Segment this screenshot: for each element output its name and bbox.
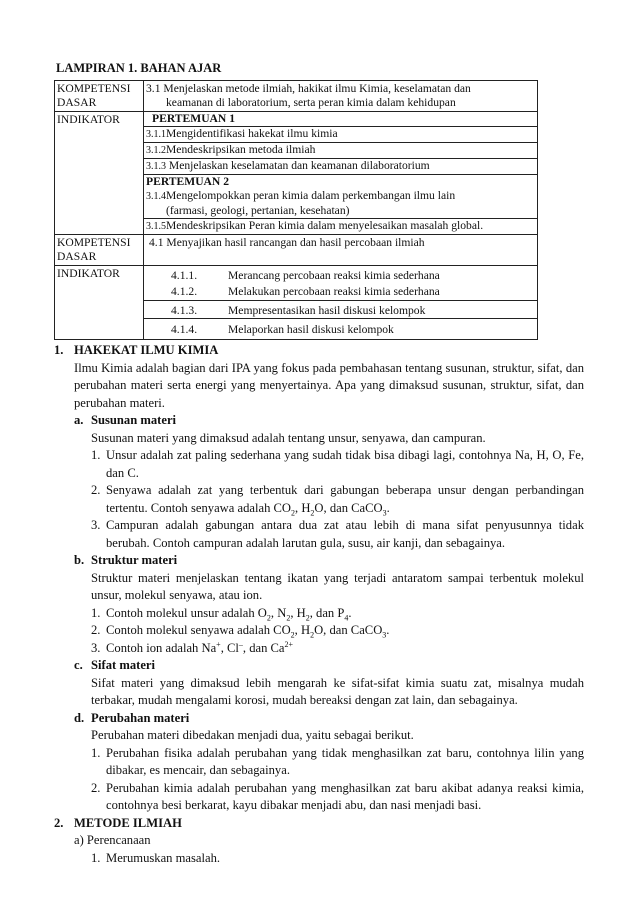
kd1-text-cell: [144, 81, 538, 112]
indicator-code: 3.1.4: [146, 191, 166, 202]
pertemuan2-heading: PERTEMUAN 2: [144, 174, 537, 189]
item-text: [106, 482, 584, 517]
list-item: [54, 447, 584, 482]
indicator-4-1-2: [146, 283, 535, 299]
subscript: 2: [291, 508, 296, 518]
indicator-text: Menjelaskan keselamatan dan keamanan dilaboratorium: [166, 159, 430, 172]
text-segment: , N: [270, 605, 287, 620]
item-text: Merumuskan masalah.: [106, 850, 221, 865]
item-number: 2.: [91, 483, 101, 497]
subsection-b-heading: [54, 552, 584, 570]
section-title: METODE ILMIAH: [74, 815, 182, 830]
indicator-text: Merancang percobaan reaksi kimia sederhana: [228, 269, 440, 282]
list-item: [54, 605, 584, 623]
kd2-label-line1: KOMPETENSI: [57, 236, 131, 249]
indicator-text: Mengidentifikasi hakekat ilmu kimia: [166, 127, 338, 140]
item-number: 1.: [91, 745, 101, 760]
kd2-label-line2: DASAR: [57, 250, 97, 263]
indicator-code: 4.1.3.: [171, 304, 198, 317]
subscript: 2: [310, 508, 315, 518]
subscript: 4: [344, 613, 349, 623]
table-row: [55, 266, 538, 301]
list-item: [54, 780, 584, 815]
text-segment: , H: [294, 623, 311, 637]
item-text: [106, 622, 584, 640]
kd1-text-line2: keamanan di laboratorium, serta peran kimia dalam kehidupan: [166, 96, 456, 109]
kd2-text-cell: [144, 235, 538, 266]
indicator-text: Melakukan percobaan reaksi kimia sederhana: [228, 285, 440, 298]
kd2-label-cell: [55, 235, 144, 266]
subsection-letter: b.: [74, 553, 85, 567]
subsection-d-heading: [54, 710, 584, 728]
text-segment: O, dan CaCO: [314, 500, 383, 515]
pertemuan1-heading: PERTEMUAN 1: [152, 112, 236, 125]
subscript: 2: [290, 630, 295, 640]
indicator-3-1-4-cont: (farmasi, geologi, pertanian, kesehatan): [166, 204, 350, 217]
subsection-letter: c.: [74, 658, 83, 672]
indicator-text: Melaporkan hasil diskusi kelompok: [228, 323, 394, 336]
list-item: [54, 640, 584, 658]
kd1-label-line2: DASAR: [57, 96, 97, 109]
kd2-text: 4.1 Menyajikan hasil rancangan dan hasil percobaan ilmiah: [149, 236, 425, 249]
subsection-a-label: a) Perencanaan: [74, 833, 151, 847]
text-segment: O, dan CaCO: [314, 623, 383, 637]
subsection-c-text: Sifat materi yang dimaksud lebih mengarah ke sifat-sifat kimia suatu zat, misalnya mudah terbakar, mudah mengalami korosi, mudah bereaksi dengan zat lain, dan sebagainya.: [91, 675, 584, 707]
item-number: 3.: [91, 518, 101, 532]
subsection-title: Perubahan materi: [91, 710, 190, 725]
subscript: 2: [305, 613, 310, 623]
subscript: 2: [286, 613, 291, 623]
text-segment: , dan Ca: [242, 640, 285, 655]
indicator-3-1-4: [146, 189, 535, 204]
text-segment: Contoh molekul senyawa adalah CO: [106, 623, 291, 637]
indicator-3-1-5: [144, 218, 537, 234]
subsection-letter: d.: [74, 710, 85, 725]
text-segment: .: [386, 623, 390, 637]
ind1-label: INDIKATOR: [57, 113, 120, 126]
indicator-code: 3.1.1: [146, 129, 166, 140]
indicator-3-1-1: [144, 126, 537, 142]
subscript: 2: [266, 613, 271, 623]
indicator-code: 4.1.2.: [171, 285, 198, 298]
list-item: [54, 517, 584, 552]
indicator-code: 3.1.5: [146, 221, 166, 232]
text-segment: Contoh ion adalah Na: [106, 640, 217, 655]
competency-table: [54, 80, 538, 340]
indicator-code: 3.1.2: [146, 145, 166, 156]
subsection-d-intro: Perubahan materi dibedakan menjadi dua, yaitu sebagai berikut.: [91, 728, 414, 742]
indicator-text: Mempresentasikan hasil diskusi kelompok: [228, 304, 426, 317]
item-text: Perubahan kimia adalah perubahan yang menghasilkan zat baru akibat adanya reaksi kimia, contohnya besi berkarat, kayu dibakar menjadi abu, dan nasi menjadi basi.: [106, 780, 584, 812]
superscript: +: [216, 639, 221, 649]
subsection-b-intro: Struktur materi menjelaskan tentang ikatan yang terjadi antaratom sampai terbentuk molekul unsur, molekul senyawa, atau ion.: [91, 570, 584, 602]
ind2-list-cell-b: [144, 301, 538, 340]
list-item: [54, 482, 584, 517]
subsection-title: Sifat materi: [91, 658, 155, 672]
subscript: 3: [382, 508, 387, 518]
indicator-text: Mendeskripsikan Peran kimia dalam menyelesaikan masalah global.: [166, 219, 484, 232]
text-segment: .: [348, 605, 352, 620]
document-body: [54, 342, 584, 867]
table-row: [55, 112, 538, 235]
indicator-4-1-4: [144, 318, 537, 337]
text-segment: Senyawa adalah zat yang terbentuk dari gabungan beberapa unsur dengan perbandingan tertentu. Contoh senyawa adalah CO: [106, 483, 584, 515]
section-heading-1: [54, 342, 584, 360]
subsection-letter: a.: [74, 413, 84, 427]
section-heading-2: [54, 815, 584, 833]
ind2-label-cell: [55, 266, 144, 340]
table-row: [55, 81, 538, 112]
item-number: 1.: [91, 448, 101, 462]
ind1-label-cell: [55, 112, 144, 235]
item-number: 2.: [91, 780, 101, 795]
text-segment: , dan P: [309, 605, 345, 620]
kd1-text-line1: 3.1 Menjelaskan metode ilmiah, hakikat ilmu Kimia, keselamatan dan: [146, 82, 471, 95]
indicator-code: 4.1.4.: [171, 323, 198, 336]
item-text: [106, 605, 584, 623]
subscript: 2: [310, 630, 315, 640]
section-title: HAKEKAT ILMU KIMIA: [74, 343, 219, 357]
subsection-a-heading: [54, 412, 584, 430]
table-row: [55, 235, 538, 266]
text-segment: .: [386, 500, 390, 515]
subsection-a-intro: Susunan materi yang dimaksud adalah tentang unsur, senyawa, dan campuran.: [91, 430, 486, 445]
item-number: 1.: [91, 850, 101, 865]
kd1-label-line1: KOMPETENSI: [57, 82, 131, 95]
subscript: 3: [382, 630, 387, 640]
superscript: –: [238, 639, 243, 649]
document-title: LAMPIRAN 1. BAHAN AJAR: [56, 61, 222, 75]
list-item: [54, 745, 584, 780]
list-item: [54, 850, 584, 868]
item-number: 1.: [91, 605, 101, 620]
kd1-label-cell: [55, 81, 144, 112]
indicator-text: Mengelompokkan peran kimia dalam perkembangan ilmu lain: [166, 189, 456, 202]
section-1-intro: Ilmu Kimia adalah bagian dari IPA yang fokus pada pembahasan tentang susunan, struktur, sifat, dan perubahan materi serta energi yang menyertainya. Apa yang dimaksud susunan, struktur, sifat, dan perubahan materi.: [74, 360, 584, 410]
indicator-4-1-1: [146, 269, 535, 283]
ind2-list-cell: [144, 266, 538, 301]
item-text: Campuran adalah gabungan antara dua zat atau lebih di mana sifat penyusunnya tidak berubah. Contoh campuran adalah larutan gula, susu, air kanji, dan sebagainya.: [106, 518, 584, 550]
indicator-text: Mendeskripsikan metoda ilmiah: [166, 143, 316, 156]
ind1-list-cell: [144, 112, 538, 235]
ind2-label: INDIKATOR: [57, 267, 120, 280]
indicator-4-1-3: [146, 304, 535, 318]
item-text: [106, 640, 584, 658]
indicator-code: 3.1.3: [146, 161, 166, 172]
subsection-title: Struktur materi: [91, 553, 178, 567]
text-segment: , H: [290, 605, 306, 620]
text-segment: Contoh molekul unsur adalah O: [106, 605, 267, 620]
list-item: [54, 622, 584, 640]
indicator-3-1-3: [144, 158, 537, 174]
subsection-c-heading: [54, 657, 584, 675]
item-text: Perubahan fisika adalah perubahan yang tidak menghasilkan zat baru, contohnya lilin yang dibakar, es mencair, dan sebagainya.: [106, 745, 584, 777]
section-number: 2.: [54, 815, 64, 830]
superscript: 2+: [284, 639, 294, 649]
item-text: Unsur adalah zat paling sederhana yang sudah tidak bisa dibagi lagi, contohnya Na, H, O, Fe, dan C.: [106, 448, 584, 480]
indicator-3-1-2: [144, 142, 537, 158]
section-number: 1.: [54, 343, 64, 357]
text-segment: , Cl: [220, 640, 239, 655]
item-number: 3.: [91, 640, 101, 655]
indicator-code: 4.1.1.: [171, 269, 198, 282]
subsection-title: Susunan materi: [91, 413, 177, 427]
text-segment: , H: [295, 500, 311, 515]
item-number: 2.: [91, 623, 101, 637]
